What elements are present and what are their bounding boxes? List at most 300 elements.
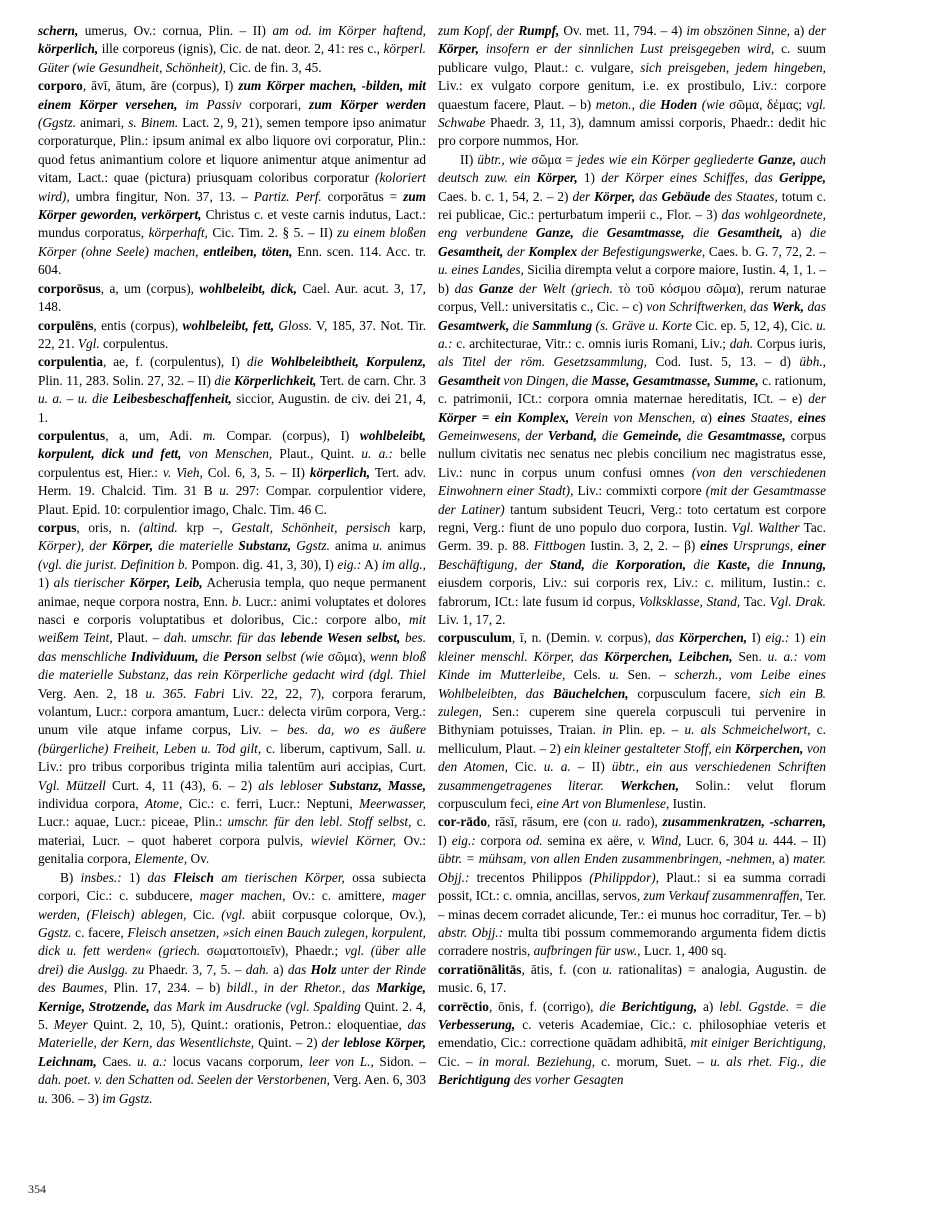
entry-text (751, 557, 758, 572)
entry-text: (Ggstz. (38, 115, 77, 131)
entry-text: σωματοποιεῖν), Phaedr.; (200, 943, 345, 959)
entry-text: u. a.: (361, 446, 393, 462)
entry-text: das Materielle, der Kern, das Wesentlichste, (38, 1016, 426, 1051)
entry-text: rationalitas) = analogia, Augustin. de music. 6, 17. (438, 961, 826, 996)
entry-text: Ganze, (757, 151, 797, 167)
entry-text: Holz (310, 961, 337, 977)
entry-text: Pompon. dig. 41, 3, 30), I) (187, 556, 338, 572)
entry-text: Atome, (144, 796, 183, 812)
entry-text: a) (789, 23, 809, 38)
dictionary-page (28, 22, 908, 1172)
entry-text: mater. Objj.: (438, 851, 826, 885)
entry-text (598, 225, 606, 240)
entry-text: u. (38, 1090, 48, 1106)
entry-text: bildl., in der Rhetor., das (226, 980, 370, 996)
entry-text: Fleisch (173, 869, 214, 885)
entry-text: sich preisgeben, jedem hingeben, (640, 59, 826, 75)
entry-text: locus vacans corporum, (167, 1053, 309, 1069)
entry-text: bes. das menschliche (38, 630, 427, 664)
entry-text: am tierischen Körper, (221, 869, 345, 885)
headword: corpusculum (438, 630, 512, 646)
entry-text: u. (611, 814, 622, 830)
entry-text: selbst (wie (266, 648, 324, 664)
entry-text: u. eines Landes, (438, 262, 524, 278)
entry-text: Liv.: pro tribus corporibus triginta milia talentūm auri accipias, Curt. (38, 759, 426, 775)
right-column (438, 22, 826, 1090)
entry-text: (koloriert wird), (38, 170, 426, 204)
entry-text: Plaut.: si ea summa corradi possit, ICt.: c. omnia, ancillas, servos, (438, 869, 826, 904)
entry-text: Berichtigung, (621, 998, 698, 1014)
entry-text: die (686, 427, 703, 443)
entry-text: Elemente, (134, 851, 188, 867)
entry-text: Cic. de fin. 3, 45. (225, 59, 322, 75)
entry-text: Quint. – 2) (254, 1035, 322, 1051)
entry-text: Substanz, (238, 538, 292, 554)
entry-text: am od. im Körper haftend, (272, 23, 426, 38)
entry-text: zum Kopf, der (438, 23, 515, 38)
entry-text: σῶμα), (323, 648, 370, 664)
entry-text: u. a.: vom Kinde im Mutterleibe, (438, 648, 826, 683)
entry-text (710, 557, 717, 572)
entry-text: die (601, 427, 619, 443)
entry-text: der (808, 23, 827, 38)
entry-text: mit weißem Teint, (38, 612, 426, 646)
entry-text: vgl. (über alle drei) die Auslgg. zu (38, 943, 426, 977)
entry-text: Sen. – (619, 667, 675, 683)
entry-text: v. (594, 630, 604, 646)
entry-text: c. architecturae, Vitr.: c. omnis iuris Romani, Liv.; (452, 335, 730, 351)
entry-text: , oris, n. (76, 519, 139, 535)
entry-text: die (599, 998, 616, 1014)
entry-text: leer von L., (308, 1053, 374, 1069)
entry-text: Plaut. – (112, 630, 164, 646)
entry-text: die (92, 391, 109, 407)
entry-text: u. (219, 483, 230, 499)
dictionary-entry (38, 317, 426, 354)
entry-paragraph (38, 869, 426, 1108)
entry-text: (mit der Gesamtmasse der Latiner) (438, 483, 827, 517)
entry-text: wohlbeleibt, korpulent, dick und fett, (38, 427, 426, 462)
entry-text: Cael. Aur. acut. 3, 17, 148. (38, 280, 426, 315)
entry-text: c. veteris Academiae, Cic.: c. philosophiae veteris et emendatio, Cic.: correctione quādam adhibitā, (438, 1016, 826, 1051)
entry-text: u. (416, 740, 426, 756)
entry-text: , a, um, Adi. (105, 427, 203, 443)
entry-text: Volksklasse, Stand, (638, 593, 741, 609)
entry-text: übtr., ein aus verschiedenen Schriften zusammengetragenes literar. (438, 759, 826, 793)
entry-text: wieviel Körner, (310, 832, 397, 848)
entry-text: v. Vieh, (162, 464, 203, 480)
page-number: 354 (28, 1182, 46, 1196)
headword: corporōsus (38, 280, 101, 296)
entry-text: der (572, 188, 591, 204)
entry-text: dah. (245, 961, 270, 977)
entry-text: Cic. Tim. 2. § 5. – II) (207, 225, 338, 241)
entry-text: τὸ τοῦ κόσμου σῶμα), rerum naturae corpus, Vell.: universitatis c., Cic. – c) (438, 280, 827, 315)
entry-text: Ggstz. (38, 924, 72, 940)
entry-text: dah. poet. v. den Schatten od. Seelen der Verstorbenen, (38, 1072, 330, 1088)
entry-text: α) (695, 409, 718, 425)
entry-text: u. (609, 667, 620, 683)
entry-text: Fleisch ansetzen, »sich einen Bauch zulegen, korpulent, dick u. fett werden« (griech. (38, 924, 426, 959)
entry-text: Vgl. Mützell (38, 777, 106, 793)
entry-text: Cels. (565, 667, 610, 683)
entry-text: eig.: (765, 630, 790, 646)
entry-text: u. als Schmeichelwort, (684, 722, 811, 738)
entry-text: Tac. (740, 593, 770, 609)
entry-text: Korporation, (615, 556, 687, 572)
dictionary-entry (438, 961, 826, 998)
entry-text: die (757, 556, 775, 572)
entry-text: Solin.: velut florum corpusculum feci, (438, 777, 827, 812)
entry-text: umbra fingitur, Non. 37, 13. – (69, 188, 254, 204)
entry-text: σῶμα = (527, 151, 578, 167)
entry-text: zum Körper werden (309, 96, 426, 112)
dictionary-entry (38, 353, 426, 427)
entry-text: entleiben, töten, (203, 243, 293, 259)
entry-text: von Schriftwerken, das (646, 299, 769, 315)
entry-text (528, 225, 536, 240)
entry-text: Individuum, (130, 648, 199, 664)
entry-text: mager werden, (Fleisch) ablegen, (38, 888, 426, 922)
entry-text: Leibesbeschaffenheit, (112, 391, 232, 407)
entry-text: eines (700, 538, 729, 554)
entry-text: Liv. 1, 17, 2. (438, 612, 506, 627)
entry-text: corpulentus. (99, 335, 169, 351)
headword: corpulēns (38, 317, 94, 333)
entry-text: Col. 6, 3, 5. – II) (202, 464, 310, 480)
entry-text: animari, (76, 115, 129, 131)
headword: corratiōnālitās (438, 961, 522, 977)
entry-text: (vgl. (221, 906, 246, 922)
entry-text: Körper, (536, 170, 578, 186)
entry-text: Gesamtheit, (438, 243, 504, 259)
entry-text: Cic. (186, 906, 222, 922)
entry-text: Körperchen, (678, 630, 748, 646)
entry-text: Cic. ep. 5, 12, 4), Cic. (692, 317, 817, 333)
entry-text: Plin. ep. – (612, 722, 685, 738)
entry-text: umerus, Ov.: cornua, Plin. – II) (78, 23, 273, 38)
entry-text: zu einem bloßen Körper (ohne Seele) machen, (38, 225, 426, 259)
entry-text: aufbringen für usw., (533, 943, 641, 959)
entry-text: die (214, 372, 231, 388)
entry-text: Sen.: cuperem sine querela corpusculi tui pervenire in Bithyniam potuisses, Traian. (438, 704, 826, 738)
entry-text: wohlbeleibt, dick, (199, 280, 297, 296)
entry-text: eig.: (451, 832, 476, 848)
entry-text: Verband, (547, 427, 597, 443)
entry-paragraph (38, 22, 426, 77)
entry-text: Quint. 2, 10, 5), Quint.: orationis, Petron.: eloquentiae, (87, 1016, 408, 1032)
entry-text: Acherusia templa, quo neque permanent animae, neque corpora nostra, Enn. (38, 575, 427, 609)
entry-text: wenn bloß die materielle Substanz, das rein Körperliche gedacht wird (dgl. Thiel (38, 648, 426, 683)
entry-text: körperlich, (309, 464, 371, 480)
entry-text: multa tibi possum commemorando argumenta fidem dictis corradere nostris, (438, 924, 826, 959)
entry-text: 1) (577, 170, 602, 186)
entry-text: Bäuchelchen, (552, 685, 629, 701)
entry-text: kṛp –, (177, 519, 232, 535)
entry-text: wohlbeleibt, fett, (182, 317, 275, 333)
entry-text: Ursprungs, (732, 538, 794, 554)
entry-text: Plaut., Quint. (272, 446, 362, 462)
entry-text: Innung, (781, 556, 827, 572)
entry-text: Verg. Aen. 6, 303 (330, 1072, 426, 1088)
entry-text: Cod. Iust. 5, 13. – d) (646, 354, 800, 370)
entry-text: von Menschen, (188, 446, 273, 462)
entry-text: Wohlbeleibtheit, Korpulenz, (270, 354, 426, 370)
entry-text: die (692, 225, 710, 241)
entry-text: u. a. – u. (38, 391, 88, 407)
entry-text: s. Binem. (128, 115, 179, 131)
dictionary-entry (438, 813, 826, 960)
entry-text: corpusculum facere, (628, 685, 760, 701)
entry-text: od. (525, 832, 543, 848)
entry-text: u. als rhet. Fig., die (710, 1053, 826, 1069)
entry-text: die (582, 225, 599, 241)
entry-text: übtr. = mühsam, von allen Enden zusammenbringen, -nehmen, (438, 851, 775, 867)
entry-text: des vorher Gesagten (513, 1072, 624, 1088)
entry-text: körperlich, (38, 41, 99, 57)
entry-text: Enn. scen. 114. Acc. tr. 604. (38, 243, 426, 278)
entry-text: semina ex aëre, (542, 832, 638, 848)
entry-text: das (639, 188, 658, 204)
entry-text: Werkchen, (620, 777, 679, 793)
entry-text: Ganze, (535, 225, 574, 241)
entry-text: ein kleiner gestalteter Stoff, ein (564, 740, 732, 756)
entry-text: siccior, Augustin. de civ. dei 21, 4, 1. (38, 391, 427, 425)
dictionary-entry (38, 427, 426, 519)
entry-text (685, 225, 693, 240)
entry-text: Körper, Leib, (129, 575, 203, 591)
entry-text: Iustin. (669, 796, 707, 812)
entry-text: (altind. (138, 519, 178, 535)
entry-text: tantum subsident Teucri, Verg.: toto certatum est corpore regni, Verg.: fiunt de uno populo duo corpora, Iustin. (438, 501, 827, 535)
entry-text: der Welt (griech. (519, 280, 613, 296)
entry-text: v. Wind, (637, 832, 682, 848)
entry-text: meton., die (595, 96, 656, 112)
entry-text: , ōnis, f. (corrigo), (488, 998, 600, 1014)
entry-text: Gesamtheit, (717, 225, 783, 241)
entry-text: ille corporeus (ignis), Cic. de nat. deor. 2, 41: res c., (98, 41, 384, 57)
entry-text: ossa subiecta corpori, Cic.: c. subducere, (38, 869, 427, 904)
entry-text: (von den verschiedenen Einwohnern einer Stadt), (438, 464, 826, 499)
entry-text: Ov.: c. amittere, (285, 888, 392, 904)
entry-text: zum Körper geworden, verkörpert, (38, 188, 426, 223)
entry-text: Meyer (53, 1016, 88, 1032)
entry-text: eines (717, 409, 746, 425)
entry-text: u. (372, 538, 383, 554)
entry-text: Ter. – minas decem corradet alicunde, Ter.: ei munus hoc corraditur, Ter. – b) (438, 888, 826, 922)
headword: corpulentia (38, 354, 104, 370)
entry-text: Berichtigung (438, 1072, 511, 1088)
entry-paragraph (438, 22, 826, 151)
entry-text: Ov. (187, 851, 210, 867)
entry-text: im Passiv (185, 96, 242, 112)
entry-text: u. 365. Fabri (145, 685, 225, 701)
entry-text: die materielle (158, 538, 234, 554)
entry-text: Körperlichkeit, (234, 372, 317, 388)
dictionary-entry (38, 77, 426, 279)
entry-text: totum c. rei publicae, Cic.: perturbatum imperii c., Flor. – 3) (438, 188, 827, 223)
entry-text: a) (774, 851, 794, 867)
entry-text: Lucr. 6, 304 (681, 832, 759, 848)
entry-text: Körper, (438, 41, 480, 57)
entry-text: das (655, 630, 675, 646)
entry-text: Gemeinwesens, der (438, 427, 543, 443)
entry-text: die (202, 648, 220, 664)
entry-text: , ātis, f. (con (521, 961, 603, 977)
entry-text: B) (60, 869, 81, 885)
dictionary-entry (38, 519, 426, 869)
entry-text: Masse, Gesamtmasse, Summe, (591, 372, 759, 388)
entry-text: eig.: (337, 556, 362, 572)
entry-text: Substanz, Masse, (328, 777, 427, 793)
entry-text: sich ein B. zulegen, (438, 685, 827, 720)
entry-text (585, 557, 592, 572)
entry-text (181, 446, 188, 461)
entry-text: Person (223, 648, 262, 664)
entry-text: Komplex (528, 243, 578, 259)
entry-text: Rumpf, (518, 23, 560, 38)
entry-text: eine Art von Blumenlese, (536, 796, 670, 812)
entry-text: lebende Wesen selbst, (280, 630, 401, 646)
entry-text: Meerwasser, (359, 796, 426, 812)
entry-text: c. morum, Suet. – (595, 1053, 711, 1069)
entry-text: c. facere, (71, 924, 128, 940)
entry-text: u. (602, 961, 613, 977)
entry-text: , entis (corpus), (93, 317, 183, 333)
entry-text: c. melliculum, Plaut. – 2) (438, 722, 826, 756)
entry-text: Gesamtmasse, (707, 427, 786, 443)
entry-text: ein kleiner menschl. Körper, das (438, 630, 826, 664)
entry-text: 297: Compar. corpulentior videre, Plaut. Epid. 10: corpulentior imago, Chalc. Tim. 46 C. (38, 483, 426, 517)
entry-text: Lucr.: animi voluptates et dolores nasci e corporis voluptatibus et doloribus, Cic.: corpore albo, (38, 593, 426, 627)
entry-text: das (147, 869, 166, 885)
entry-text: V, 185, 37. Not. Tir. 22, 21. (38, 317, 427, 351)
entry-text: a) (269, 961, 288, 977)
entry-text: dah. umschr. für das (163, 630, 276, 646)
entry-text: Lucr. 1, 400 sq. (640, 943, 727, 959)
entry-text: die (809, 225, 827, 241)
entry-text: übtr., wie (477, 151, 528, 167)
entry-text: Ggstz. (296, 538, 330, 554)
entry-text: Caes. (96, 1053, 138, 1069)
entry-text: in (602, 722, 613, 738)
entry-text: a) (697, 998, 720, 1014)
entry-text: zusammenkratzen, -scharren, (662, 814, 826, 830)
entry-text: umschr. für den lebl. Stoff selbst, (227, 814, 412, 830)
entry-text: Gesamtheit (438, 372, 501, 388)
entry-text: c. suum publicare vulgo, Plaut.: c. vulgare, (438, 41, 827, 75)
entry-text: Caes. b. c. 1, 54, 2. – 2) (438, 188, 573, 204)
entry-text: im obszönen Sinne, (686, 23, 790, 38)
entry-text: σῶμα, δέμας; (724, 96, 807, 112)
entry-text: trecentos Philippos (469, 869, 590, 885)
entry-text: u. a.: (438, 317, 827, 351)
entry-text: Gebäude (661, 188, 711, 204)
entry-text: Partiz. Perf. (253, 188, 322, 204)
entry-text: Phaedr. 3, 7, 5. – (144, 961, 246, 977)
entry-text: Sammlung (532, 317, 593, 333)
entry-text: als Titel der röm. Gesetzsammlung, (438, 354, 647, 370)
entry-text: zum Körper machen, -bilden, mit einem Körper versehen, (38, 78, 426, 112)
entry-text: b. (231, 593, 242, 609)
entry-text: u. a. (543, 759, 571, 775)
entry-text: belle corpulentus est, Hier.: (38, 446, 426, 480)
entry-text: corporātus = (321, 188, 404, 204)
entry-text: Vgl. Walther (731, 519, 800, 535)
entry-text: A) (361, 556, 382, 572)
entry-text: Plin. 11, 283. Solin. 27, 32. – II) (38, 372, 215, 388)
entry-text: Werk, (772, 299, 804, 315)
entry-text: Staates, (750, 409, 793, 425)
entry-text: 1) (121, 869, 148, 885)
entry-text: das (454, 280, 474, 296)
entry-text: von Dingen, die (503, 372, 589, 388)
entry-text: jedes wie ein Körper gegliederte (577, 151, 754, 167)
entry-text: unter der Rinde des Baumes, (38, 961, 426, 996)
entry-text: Gesamtwerk, (438, 317, 510, 333)
entry-text: (s. Gräve u. Korte (595, 317, 693, 333)
entry-text: Sidon. – (373, 1053, 427, 1069)
entry-text: 1) (38, 575, 54, 591)
entry-text: einer (797, 538, 826, 554)
entry-text: Christus c. et veste carnis indutus, Lact.: mundus corporatus, (38, 207, 426, 241)
entry-text: Körperchen, Leibchen, (604, 648, 733, 664)
entry-text (604, 778, 620, 793)
entry-text: abiit corpusque colorque, Ov.), (245, 906, 426, 922)
entry-text: der Befestigungswerke, (580, 243, 706, 259)
headword: corporo (38, 78, 83, 94)
entry-text: , āvī, ātum, āre (corpus), I) (82, 78, 239, 94)
entry-text: die (246, 354, 264, 370)
entry-text: u. (758, 832, 769, 848)
entry-text: c. liberum, captivum, Sall. (261, 740, 417, 756)
entry-text: Liv.: commixti corpore (573, 483, 706, 499)
entry-text: individua corpora, (38, 796, 145, 812)
entry-text: das (807, 299, 826, 315)
entry-text: corpus), (603, 630, 656, 646)
entry-text: , ī, n. (Demin. (511, 630, 595, 646)
entry-paragraph (438, 151, 826, 630)
entry-text: dah. (729, 335, 754, 351)
entry-text: Ov.: genitalia corpora, (38, 832, 427, 867)
entry-text: , ae, f. (corpulentus), I) (103, 354, 247, 370)
entry-text: Iustin. 3, 2, 2. – β) (585, 538, 701, 554)
headword: corpus (38, 519, 77, 535)
entry-text: Liv. 22, 22, 7), corpora ferarum, volantum, Lucr.: corpora amantum, Lucr.: delecta virūm corpora, Verg.: unum vile atque infame corpus, Liv. – (38, 685, 426, 738)
entry-text: a) (782, 225, 810, 241)
entry-text: 1) (789, 630, 810, 646)
entry-text (542, 557, 549, 572)
entry-text: Tert. adv. Herm. 19. Chalcid. Tim. 31 B (38, 464, 426, 499)
entry-text: Plin. 17, 234. – b) (107, 980, 227, 996)
entry-text: , a, um (corpus), (100, 280, 200, 296)
entry-text: Fittbogen (533, 538, 586, 554)
entry-text: die (693, 556, 710, 572)
entry-text (574, 225, 582, 240)
entry-text: 306. – 3) (47, 1090, 103, 1106)
entry-text: der (808, 391, 826, 407)
entry-text: Quint. 2. 4, 5. (38, 998, 427, 1032)
entry-text: scherzh., vom Leibe eines Wohlbeleibten, das (438, 667, 826, 701)
entry-text: als tierischer (53, 575, 125, 591)
entry-text: insbes.: (80, 869, 122, 885)
entry-text: I) (438, 832, 452, 848)
entry-text: Cic.: c. ferri, Lucr.: Neptuni, (182, 796, 360, 812)
entry-text: Ganze (478, 280, 514, 296)
entry-text: schern, (38, 23, 79, 38)
entry-text: Kaste, (716, 556, 751, 572)
entry-text: im allg., (381, 556, 426, 572)
